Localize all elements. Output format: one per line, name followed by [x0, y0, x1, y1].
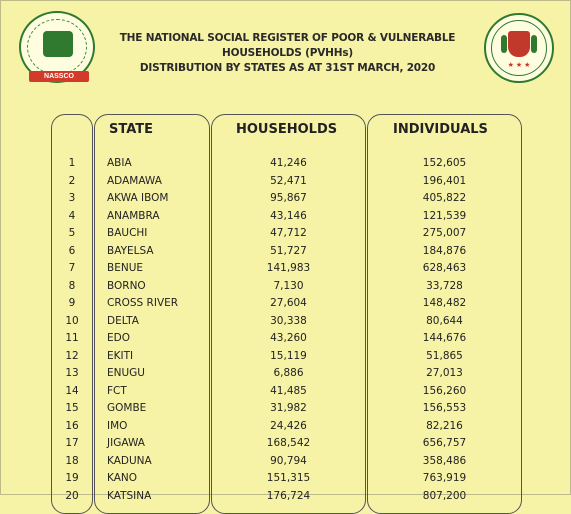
row-number: 14 [65, 384, 79, 397]
row-state: ABIA [107, 157, 132, 169]
row-households: 41,485 [270, 384, 307, 397]
row-state: GOMBE [107, 402, 147, 414]
table-row [51, 348, 523, 366]
row-state: CROSS RIVER [107, 297, 179, 309]
row-households: 15,119 [270, 349, 307, 362]
row-state: BENUE [107, 262, 144, 274]
header-individuals: INDIVIDUALS [393, 122, 488, 137]
title-line-1: THE NATIONAL SOCIAL REGISTER OF POOR & VULNERABLE HOUSEHOLDS (PVHHs) [119, 32, 456, 59]
table-row [51, 225, 523, 243]
row-individuals: 763,919 [422, 472, 467, 484]
header-state: STATE [109, 122, 154, 137]
row-individuals: 156,553 [422, 402, 467, 414]
row-households: 41,246 [270, 157, 307, 169]
row-number: 15 [65, 402, 79, 414]
row-individuals: 121,539 [422, 209, 467, 222]
table-row [51, 278, 523, 296]
row-number: 11 [65, 332, 79, 344]
table-row [51, 435, 523, 453]
row-state: ANAMBRA [107, 209, 160, 222]
row-individuals: 148,482 [422, 297, 467, 309]
table-row [51, 470, 523, 488]
table-row [51, 488, 523, 506]
row-state: KADUNA [107, 454, 152, 467]
row-number: 3 [68, 192, 76, 204]
table-row [51, 418, 523, 436]
row-state: FCT [107, 384, 127, 397]
table-row [51, 383, 523, 401]
row-number: 20 [65, 489, 79, 502]
table-row [51, 208, 523, 226]
row-individuals: 405,822 [422, 192, 467, 204]
row-state: BAUCHI [107, 227, 148, 239]
row-number: 13 [65, 367, 79, 379]
table-row [51, 295, 523, 313]
row-households: 51,727 [270, 244, 307, 257]
logo-banner: NASSCO [29, 71, 89, 82]
row-households: 90,794 [270, 454, 307, 467]
row-households: 7,130 [273, 279, 304, 292]
row-individuals: 80,644 [426, 314, 463, 327]
row-households: 52,471 [270, 174, 307, 187]
row-individuals: 275,007 [422, 227, 467, 239]
row-number: 5 [68, 227, 76, 239]
row-households: 6,886 [273, 367, 304, 379]
row-individuals: 33,728 [426, 279, 463, 292]
row-number: 7 [68, 262, 76, 274]
row-state: KATSINA [107, 489, 152, 502]
row-number: 8 [68, 279, 76, 292]
row-households: 24,426 [270, 419, 307, 432]
row-households: 30,338 [270, 314, 307, 327]
states-table [51, 114, 531, 504]
row-individuals: 152,605 [422, 157, 467, 169]
family-emblem-icon [43, 31, 73, 57]
row-number: 2 [68, 174, 76, 187]
table-row [51, 330, 523, 348]
row-individuals: 184,876 [422, 244, 467, 257]
row-households: 95,867 [270, 192, 307, 204]
table-row [51, 173, 523, 191]
row-state: BORNO [107, 279, 146, 292]
nassco-logo [19, 11, 95, 83]
row-households: 168,542 [266, 437, 311, 449]
row-state: KANO [107, 472, 138, 484]
row-households: 31,982 [270, 402, 307, 414]
row-individuals: 82,216 [426, 419, 463, 432]
row-state: DELTA [107, 314, 139, 327]
header-households: HOUSEHOLDS [236, 122, 338, 137]
row-individuals: 807,200 [422, 489, 467, 502]
row-individuals: 144,676 [422, 332, 467, 344]
row-households: 43,146 [270, 209, 307, 222]
row-state: EKITI [107, 349, 134, 362]
row-households: 151,315 [266, 472, 311, 484]
row-number: 4 [68, 209, 76, 222]
coat-of-arms-logo [484, 13, 554, 83]
row-state: JIGAWA [107, 437, 145, 449]
table-row [51, 453, 523, 471]
row-state: ADAMAWA [107, 174, 162, 187]
row-number: 12 [65, 349, 79, 362]
row-state: AKWA IBOM [107, 192, 169, 204]
table-row [51, 365, 523, 383]
table-row [51, 155, 523, 173]
row-state: IMO [107, 419, 128, 432]
logo-stars: ★ ★ ★ [507, 62, 531, 69]
row-individuals: 358,486 [422, 454, 467, 467]
table-row [51, 260, 523, 278]
row-number: 18 [65, 454, 79, 467]
row-number: 1 [68, 157, 76, 169]
row-state: ENUGU [107, 367, 145, 379]
table-body [51, 155, 523, 505]
document-title [101, 31, 474, 76]
row-individuals: 656,757 [422, 437, 467, 449]
table-row [51, 190, 523, 208]
coat-of-arms-icon [508, 31, 530, 57]
row-households: 27,604 [270, 297, 307, 309]
table-row [51, 243, 523, 261]
title-line-2: DISTRIBUTION BY STATES AS AT 31ST MARCH, 2020 [139, 62, 436, 74]
row-number: 10 [65, 314, 79, 327]
row-number: 17 [65, 437, 79, 449]
table-row [51, 400, 523, 418]
row-number: 16 [65, 419, 79, 432]
row-households: 43,260 [270, 332, 307, 344]
table-row [51, 313, 523, 331]
row-households: 176,724 [266, 489, 311, 502]
row-households: 47,712 [270, 227, 307, 239]
row-number: 9 [68, 297, 76, 309]
row-number: 6 [68, 244, 76, 257]
row-households: 141,983 [266, 262, 311, 274]
row-state: EDO [107, 332, 130, 344]
row-number: 19 [65, 472, 79, 484]
row-individuals: 628,463 [422, 262, 467, 274]
row-individuals: 196,401 [422, 174, 467, 187]
row-individuals: 156,260 [422, 384, 467, 397]
row-individuals: 27,013 [426, 367, 463, 379]
row-state: BAYELSA [107, 244, 154, 257]
row-individuals: 51,865 [426, 349, 463, 362]
